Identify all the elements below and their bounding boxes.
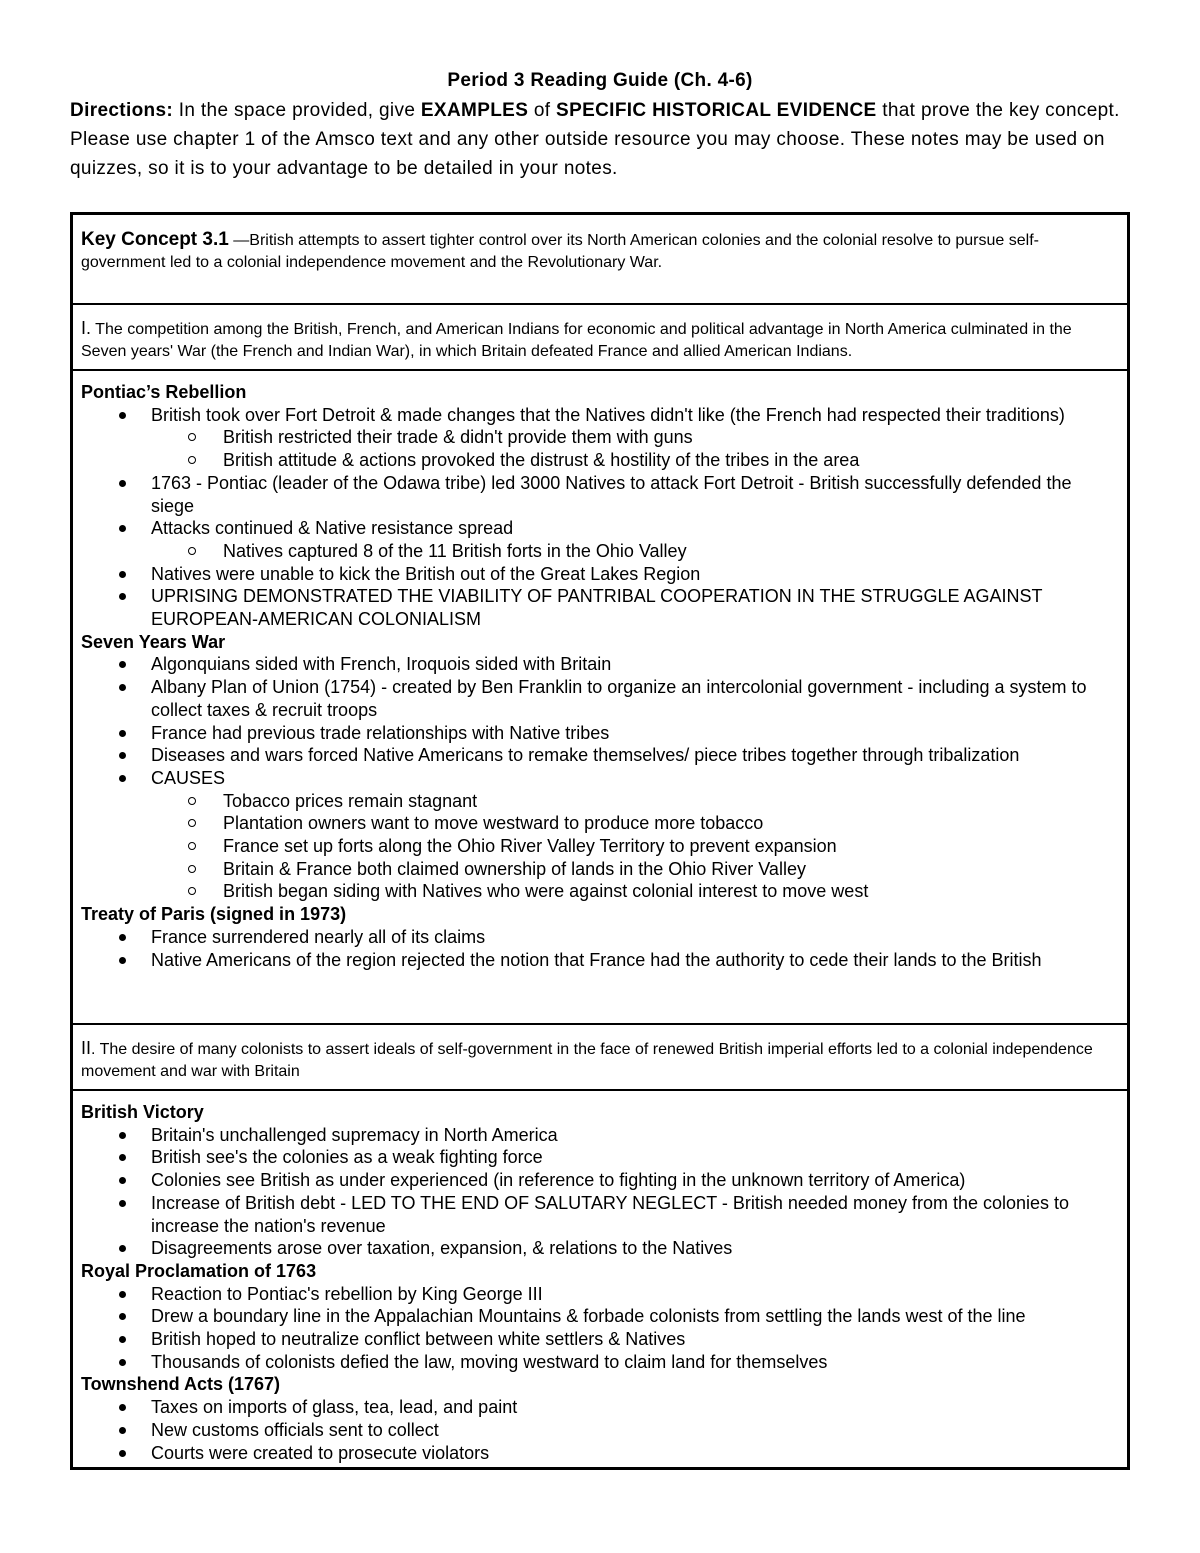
treaty-of-paris-heading: Treaty of Paris (signed in 1973): [81, 904, 347, 925]
list-item: Natives were unable to kick the British out of the Great Lakes Region: [81, 563, 1119, 586]
directions-paragraph: [70, 96, 1130, 183]
section-1-text: The competition among the British, French, and American Indians for economic and political advantage in North America culminated in the Seven years' War (the French and Indian War), in which Britain defeated France and allied American Indians.: [81, 321, 1072, 360]
british-victory-heading: British Victory: [81, 1102, 204, 1122]
key-concept-cell: [73, 215, 1127, 303]
list-item: Albany Plan of Union (1754) - created by Ben Franklin to organize an intercolonial government - including a system to collect taxes & recruit troops: [81, 676, 1119, 721]
section-1-number: I.: [81, 318, 92, 338]
directions-emphasis-evidence: SPECIFIC HISTORICAL EVIDENCE: [556, 100, 877, 121]
seven-years-war-heading: Seven Years War: [81, 631, 226, 652]
section-2-cell: [73, 1023, 1127, 1089]
sub-list-item: Britain & France both claimed ownership of lands in the Ohio River Valley: [81, 858, 1119, 881]
sub-list-item: Plantation owners want to move westward to produce more tobacco: [81, 812, 1119, 835]
list-item: Increase of British debt - LED TO THE END OF SALUTARY NEGLECT - British needed money from the colonies to increase the nation's revenue: [81, 1192, 1119, 1237]
section-1-notes-cell: [73, 369, 1127, 1023]
list-item: 1763 - Pontiac (leader of the Odawa tribe) led 3000 Natives to attack Fort Detroit - British successfully defended the siege: [81, 472, 1119, 517]
list-item: CAUSES: [81, 767, 1119, 790]
list-item: British took over Fort Detroit & made changes that the Natives didn't like (the French had respected their traditions): [81, 404, 1119, 427]
list-item: British see's the colonies as a weak fighting force: [81, 1146, 1119, 1169]
directions-text-3: that prove the key concept. Please use chapter 1 of the Amsco text and any other outside resource you may choose. These notes may be used on quizzes, so it is to your advantage to be detailed in your notes.: [70, 100, 1120, 179]
list-item: Colonies see British as under experienced (in reference to fighting in the unknown territory of America): [81, 1169, 1119, 1192]
key-concept-label: Key Concept 3.1: [81, 229, 229, 250]
key-concept-text: —British attempts to assert tighter control over its North American colonies and the colonial resolve to pursue self-government led to a colonial independence movement and the Revolutionary War.: [81, 232, 1039, 271]
reading-guide-table: [70, 212, 1130, 1470]
directions-text-1: In the space provided, give: [173, 100, 421, 121]
list-item: Britain's unchallenged supremacy in North America: [81, 1124, 1119, 1147]
sub-list-item: Tobacco prices remain stagnant: [81, 790, 1119, 813]
list-item: Thousands of colonists defied the law, moving westward to claim land for themselves: [81, 1351, 1119, 1374]
sub-list-item: British began siding with Natives who were against colonial interest to move west: [81, 880, 1119, 903]
list-item: British hoped to neutralize conflict between white settlers & Natives: [81, 1328, 1119, 1351]
sub-list-item: British attitude & actions provoked the distrust & hostility of the tribes in the area: [81, 449, 1119, 472]
directions-emphasis-examples: EXAMPLES: [420, 100, 529, 121]
list-item: France had previous trade relationships with Native tribes: [81, 722, 1119, 745]
list-item: Attacks continued & Native resistance spread: [81, 517, 1119, 540]
pontiac-heading: Pontiac’s Rebellion: [81, 382, 247, 402]
page-title: Period 3 Reading Guide (Ch. 4-6): [447, 70, 753, 91]
list-item: New customs officials sent to collect: [81, 1419, 1119, 1442]
section-2-notes-cell: [73, 1089, 1127, 1467]
sub-list-item: France set up forts along the Ohio River Valley Territory to prevent expansion: [81, 835, 1119, 858]
list-item: Reaction to Pontiac's rebellion by King George III: [81, 1283, 1119, 1306]
sub-list-item: Natives captured 8 of the 11 British forts in the Ohio Valley: [81, 540, 1119, 563]
list-item: Diseases and wars forced Native Americans to remake themselves/ piece tribes together through tribalization: [81, 744, 1119, 767]
directions-text-2: of: [528, 100, 557, 121]
townshend-acts-heading: Townshend Acts (1767): [81, 1374, 281, 1395]
list-item: Native Americans of the region rejected the notion that France had the authority to cede their lands to the British: [81, 949, 1119, 972]
section-1-cell: [73, 303, 1127, 369]
list-item: Taxes on imports of glass, tea, lead, and paint: [81, 1396, 1119, 1419]
royal-proclamation-heading: Royal Proclamation of 1763: [81, 1260, 317, 1281]
sub-list-item: British restricted their trade & didn't provide them with guns: [81, 426, 1119, 449]
list-item: Courts were created to prosecute violators: [81, 1442, 1119, 1465]
list-item: Algonquians sided with French, Iroquois sided with Britain: [81, 653, 1119, 676]
list-item: Drew a boundary line in the Appalachian Mountains & forbade colonists from settling the lands west of the line: [81, 1305, 1119, 1328]
section-2-text: . The desire of many colonists to assert ideals of self-government in the face of renewed British imperial efforts led to a colonial independence movement and war with Britain: [81, 1041, 1093, 1080]
list-item: France surrendered nearly all of its claims: [81, 926, 1119, 949]
list-item: Disagreements arose over taxation, expansion, & relations to the Natives: [81, 1237, 1119, 1260]
list-item: UPRISING DEMONSTRATED THE VIABILITY OF PANTRIBAL COOPERATION IN THE STRUGGLE AGAINST EUROPEAN-AMERICAN COLONIALISM: [81, 585, 1119, 630]
directions-label: Directions:: [70, 100, 174, 121]
section-2-number: II: [81, 1038, 92, 1058]
